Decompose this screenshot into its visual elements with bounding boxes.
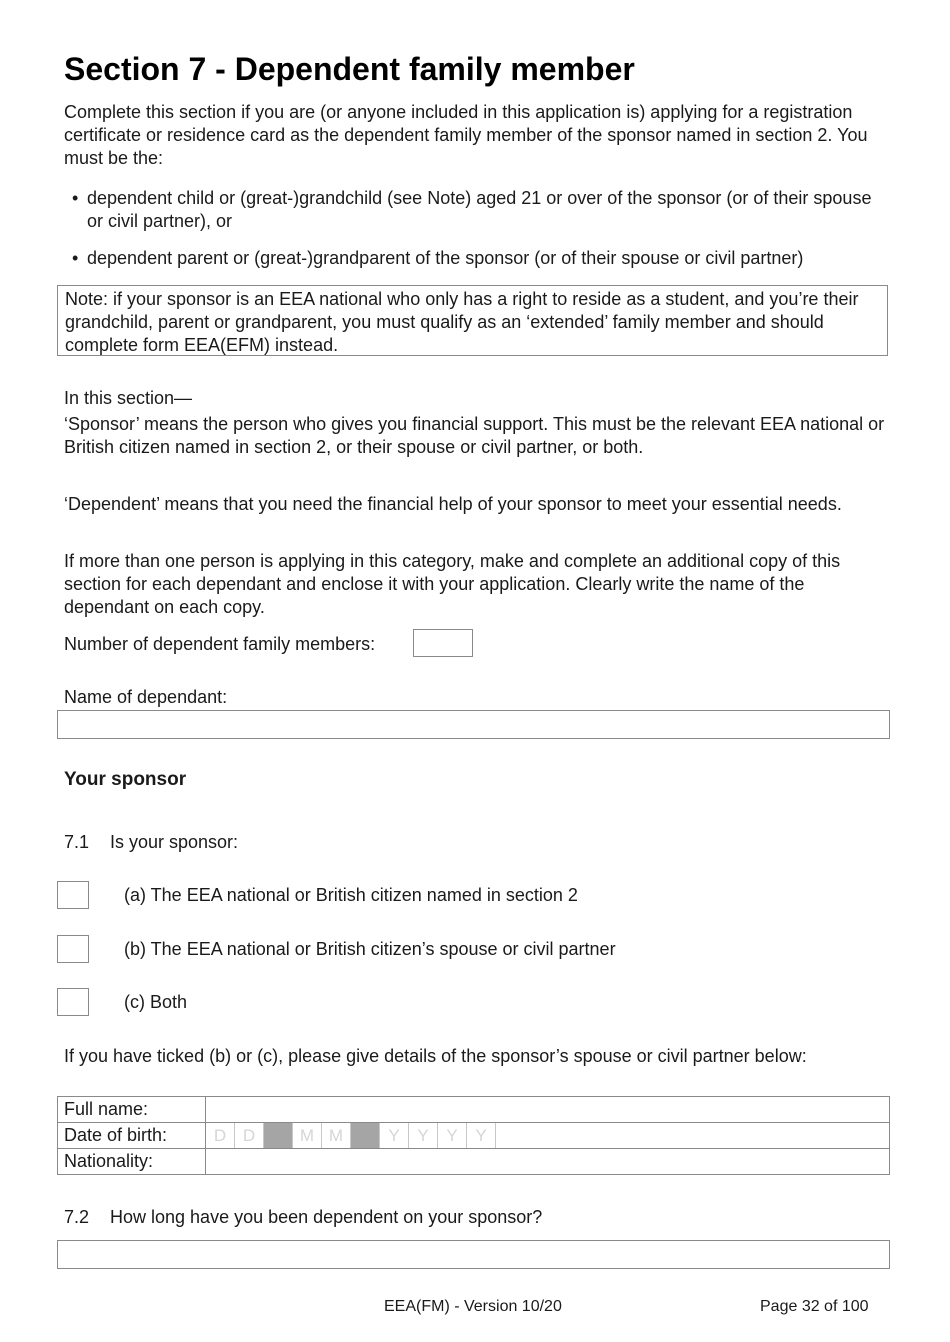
in-this-section-label: In this section— (64, 388, 193, 408)
bullet-text: dependent parent or (great-)grandparent of the sponsor (or of their spouse or civil partner) (87, 248, 804, 268)
dob-year-cell[interactable]: Y (409, 1123, 438, 1148)
bullet-icon: • (72, 248, 79, 268)
spouse-prompt: If you have ticked (b) or (c), please give details of the sponsor’s spouse or civil partner below: (64, 1046, 807, 1066)
dob-year-cell[interactable]: Y (467, 1123, 496, 1148)
number-of-dependants-input[interactable] (413, 629, 473, 657)
bullet-text: dependent child or (great-)grandchild (see Note) aged 21 or over of the sponsor (or of their spouse or civil partner), or (87, 188, 872, 231)
table-row (58, 1149, 890, 1175)
intro-text: Complete this section if you are (or anyone included in this application is) applying for a registration certificate or residence card as the dependent family member of the sponsor named in section 2. You must be the: (64, 102, 868, 168)
dob-year-cell[interactable]: Y (438, 1123, 467, 1148)
bullet-item (72, 247, 882, 270)
dob-month-cell[interactable]: M (322, 1123, 351, 1148)
table-row (58, 1097, 890, 1123)
name-of-dependant-input[interactable] (57, 710, 890, 739)
option-c-checkbox[interactable] (57, 988, 89, 1016)
dependent-definition: ‘Dependent’ means that you need the financial help of your sponsor to meet your essential needs. (64, 494, 842, 514)
full-name-input[interactable] (206, 1097, 890, 1123)
full-name-label: Full name: (58, 1097, 206, 1123)
option-a-checkbox[interactable] (57, 881, 89, 909)
question-number: 7.1 (64, 832, 90, 852)
question-text: How long have you been dependent on your sponsor? (110, 1207, 543, 1227)
table-row (58, 1123, 890, 1149)
dependency-duration-input[interactable] (57, 1240, 890, 1269)
dob-separator (264, 1123, 293, 1148)
date-of-birth-field (206, 1123, 890, 1149)
bullet-item (72, 187, 882, 233)
option-b-label: (b) The EEA national or British citizen’s spouse or civil partner (124, 939, 616, 959)
note-box (57, 285, 888, 356)
date-of-birth-label: Date of birth: (58, 1123, 206, 1149)
dob-year-cell[interactable]: Y (380, 1123, 409, 1148)
page-number: Page 32 of 100 (760, 1298, 869, 1315)
dob-day-cell[interactable]: D (235, 1123, 264, 1148)
nationality-label: Nationality: (58, 1149, 206, 1175)
dob-separator (351, 1123, 380, 1148)
dob-day-cell[interactable]: D (206, 1123, 235, 1148)
question-text: Is your sponsor: (110, 832, 239, 852)
sponsor-heading: Your sponsor (64, 769, 187, 790)
note-text: Note: if your sponsor is an EEA national who only has a right to reside as a student, and you’re their grandchild, parent or grandparent, you must qualify as an ‘extended’ family member and should complete form EEA(EFM) instead. (65, 289, 859, 355)
spouse-details-table (57, 1096, 890, 1175)
bullet-icon: • (72, 188, 79, 208)
nationality-input[interactable] (206, 1149, 890, 1175)
question-number: 7.2 (64, 1207, 90, 1227)
multiple-applicants-text: If more than one person is applying in this category, make and complete an additional copy of this section for each dependant and enclose it with your application. Clearly write the name of the dependant on each copy. (64, 551, 841, 617)
option-a-label: (a) The EEA national or British citizen named in section 2 (124, 885, 578, 905)
number-of-dependants-label: Number of dependent family members: (64, 634, 376, 654)
dob-month-cell[interactable]: M (293, 1123, 322, 1148)
name-of-dependant-label: Name of dependant: (64, 687, 228, 707)
page-title: Section 7 - Dependent family member (64, 51, 635, 87)
option-c-label: (c) Both (124, 992, 188, 1012)
form-version: EEA(FM) - Version 10/20 (384, 1298, 562, 1315)
option-b-checkbox[interactable] (57, 935, 89, 963)
sponsor-definition: ‘Sponsor’ means the person who gives you financial support. This must be the relevant EEA national or British citizen named in section 2, or their spouse or civil partner, or both. (64, 414, 885, 457)
